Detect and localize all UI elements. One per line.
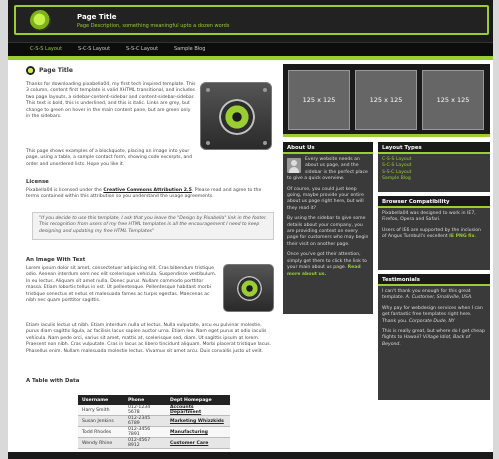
nav-ssc-layout[interactable]: S-S-C Layout [126, 46, 159, 52]
screw-icon [206, 88, 210, 92]
ad-placeholder[interactable]: 125 x 125 [355, 70, 417, 130]
site-description: Page Description, something meaningful upto a dozen words [77, 23, 230, 29]
table-cell: 012-1234 5678 [124, 405, 166, 416]
about-us-heading: About Us [283, 142, 373, 154]
site-header [8, 0, 493, 42]
speaker-cone [237, 276, 262, 301]
blockquote: "If you decide to use this template, I ask that you leave the "Design by Pixabella" link in the footer. This recognition from users of my free HTML templates is all the encouragement I need to keep designing and updating my free HTML Templates" [32, 212, 274, 240]
browser-compat-box [378, 196, 490, 270]
browser-text: . [474, 234, 477, 240]
table-link[interactable]: Marketing Whizzkids [166, 416, 230, 427]
browser-text: Users of IE6 are supported by the inclusion of Angus Turnbull's excellent [382, 227, 481, 240]
ie-png-fix-link[interactable]: IE PNG fix [449, 234, 475, 240]
about-link[interactable]: Read more about us. [287, 265, 361, 277]
testimonial-author: A. Customer, Smallville, USA. [405, 295, 473, 301]
user-avatar-icon [287, 158, 301, 173]
table-link[interactable]: Accounts Department [166, 405, 230, 416]
license-link[interactable]: Creative Commons Attribution 2.5 [103, 188, 192, 193]
testimonial-text: I can't thank you enough for this great template. [382, 289, 471, 301]
table-row [78, 416, 230, 427]
table-cell: 012-4567 8912 [124, 438, 166, 449]
about-text: Every website needs an about us page, and the sidebar is the perfect place to give a quick overview. [287, 157, 368, 182]
browser-text: Pixabella04 was designed to work in IE7, Firefox, Opera and Safari. [382, 211, 476, 223]
browser-compat-heading: Browser Compatibility [378, 196, 490, 208]
about-text: Of course, you could just keep going, maybe provide your entire about us page right here, but will they read it? [287, 186, 364, 211]
table-cell: Todd Rhodes [78, 427, 124, 438]
license-text-pre: Pixabella04 is licensed under the [26, 188, 102, 193]
table-row [78, 405, 230, 416]
nav-css-layout[interactable]: C-S-S Layout [30, 46, 63, 52]
testimonials-box [378, 274, 490, 400]
license-heading: License [26, 179, 49, 185]
about-text: Once you've got their attention, simply get them to click the link to your main about us page. [287, 252, 367, 271]
table-row [78, 438, 230, 449]
testimonial-author: Village Idiot, Back of Beyond. [382, 335, 471, 347]
intro-text-2: This page shows examples of a blockquote, placing an image into your page, using a table, a sample contact form, showing code excerpts, and order and unordered lists. Hope you like it. [26, 149, 193, 167]
license-text-post: . Please read and agree to the terms contained within this attribution so you understand the usage agreements. [26, 188, 262, 200]
table-heading: A Table with Data [26, 378, 80, 384]
screw-icon [206, 141, 210, 145]
table-row [78, 427, 230, 438]
bullet-icon [26, 66, 35, 75]
table-link[interactable]: Customer Care [166, 438, 230, 449]
testimonial-author: Corporate Dude, NY [408, 318, 455, 324]
speaker-image [200, 82, 272, 150]
data-table [78, 395, 230, 449]
table-cell: Wendy Rhine [78, 438, 124, 449]
layout-types-box [378, 142, 490, 192]
nav-scs-layout[interactable]: S-C-S Layout [78, 46, 111, 52]
screw-icon [263, 88, 267, 92]
license-text [26, 188, 274, 201]
layout-link-blog[interactable]: Sample Blog [382, 176, 411, 182]
table-header: Phone [124, 395, 166, 405]
table-header: Dept Homepage [166, 395, 230, 405]
table-link[interactable]: Manufacturing [166, 427, 230, 438]
layout-types-heading: Layout Types [378, 142, 490, 154]
table-cell: 012-2345 6789 [124, 416, 166, 427]
page [8, 0, 493, 459]
table-cell: Susan Jenkins [78, 416, 124, 427]
site-title: Page Title [77, 13, 117, 21]
page-title: Page Title [39, 67, 73, 74]
ad-placeholder[interactable]: 125 x 125 [422, 70, 484, 130]
table-cell: 012-3456 7891 [124, 427, 166, 438]
main-nav [8, 42, 493, 56]
nav-sample-blog[interactable]: Sample Blog [174, 46, 206, 52]
logo-icon [30, 10, 51, 31]
header-banner [14, 5, 489, 35]
testimonial-text: Why pay for webdesign services when I can get fantastic free templates right here. Thank you. [382, 305, 483, 324]
ad-placeholder[interactable]: 125 x 125 [288, 70, 350, 130]
testimonials-heading: Testimonials [378, 274, 490, 286]
screw-icon [263, 141, 267, 145]
lorem-text-1: Lorem ipsum dolor sit amet, consectetuer adipiscing elit. Cras bibendum tristique odio. Aenean interdum sem nec elit scelerisque vehicula. Suspendisse vestibulum. In eu lectus. Aliquam sit amet nulla. Donec purus. Nullam commodo porttitor massa. Etiam lobortis tellus in est. Ut pellentesque. Pellentesque habitant morbi tristique senectus et netus et malesuada fames ac turpis egestas. Maecenas ac nibh nec quam porttitor sagittis. [26, 266, 217, 304]
speaker-image-small [223, 264, 274, 312]
layout-link-ssc[interactable]: S-S-C Layout [382, 169, 412, 175]
table-cell: Harry Smith [78, 405, 124, 416]
layout-link-scs[interactable]: S-C-S Layout [382, 163, 412, 169]
testimonial-text: This is really great, but where do I get cheap flights to Hawaii? [382, 329, 485, 341]
table-header: Username [78, 395, 124, 405]
ad-banner-row [283, 64, 490, 137]
image-heading: An Image With Text [26, 257, 86, 263]
about-us-box [283, 142, 373, 314]
nav-divider [8, 56, 493, 60]
about-text: By using the sidebar to give some details about your company, you are providing context on every page for customers who may begin their visit on another page. [287, 216, 369, 247]
table-header-row [78, 395, 230, 405]
site-footer [8, 452, 493, 459]
intro-text: Thanks for downloading pixabella04, my first tech inspired template. This 3 column, content first template is valid XHTML transitional, and includes two page layouts, a sidebar-content-sidebar and content-sidebar-sidebar. This text is bold, this is underlined, and this is italic. Links are grey, but change to green on hover in the main content pane, but are green only in the sidebars. [26, 82, 196, 120]
layout-link-css[interactable]: C-S-S Layout [382, 157, 412, 162]
speaker-cone [219, 99, 255, 135]
lorem-text-2: Etiam iaculis lectus ut nibh. Etiam interdum nulla ut lectus. Nulla vulputate, arcu eu pulvinar molestie, purus diam sagittis ligula, ac facilisis lacus sapien auctor urna. Etiam leo. Nam eget purus at odio iaculis vehicula. Nam pede orci, varius sit amet, mattis at, scelerisque sed, diam. Ut sagittis ipsum at lorem. Praesent non nibh. Cras vulputate. Cras in lacus ac libero tincidunt aliquam. Morbi placerat tristique lacus. Phasellus enim. Nullam malesuada molestie lectus. Vivamus sit amet arcu. Duis convallis justo ut velit. [26, 323, 272, 354]
